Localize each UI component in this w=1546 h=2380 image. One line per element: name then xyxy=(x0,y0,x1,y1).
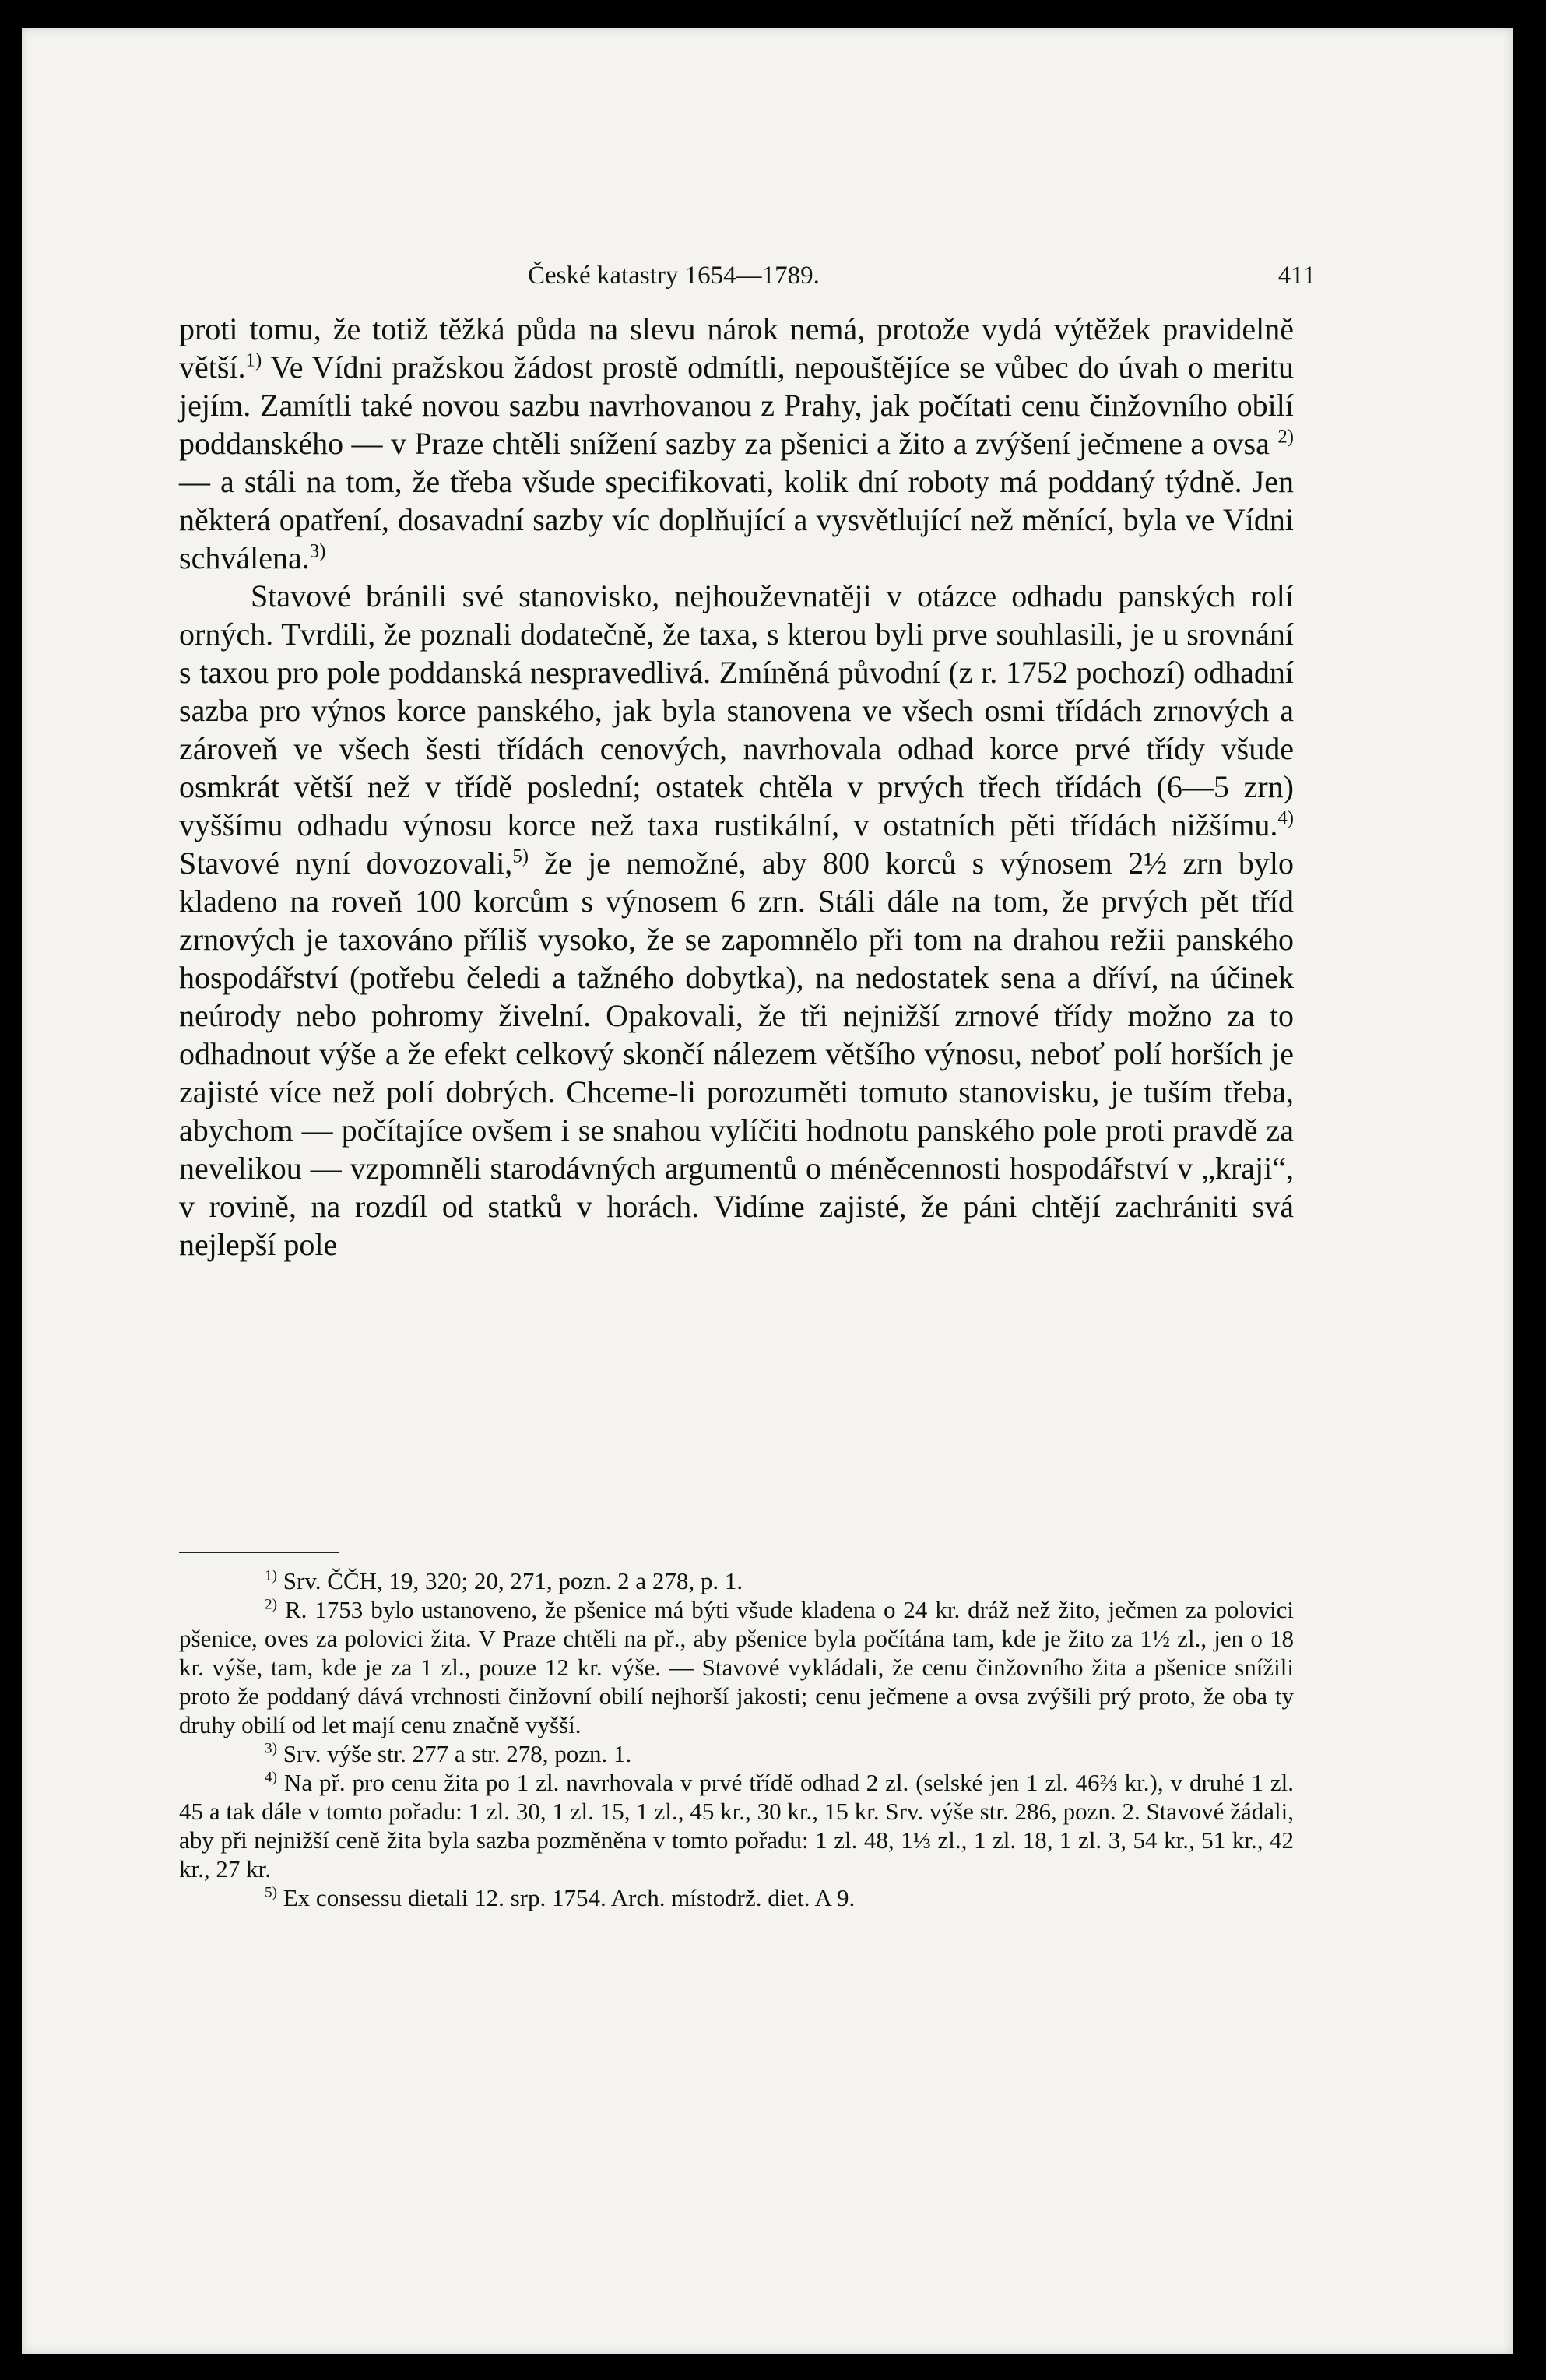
footnote-marker-1: 1) xyxy=(265,1567,277,1584)
footnote-5 xyxy=(179,1883,1294,1912)
footnote-3 xyxy=(179,1739,1294,1768)
footnote-ref-3: 3) xyxy=(309,540,326,562)
paragraph-2-part-a: Stavové bránili své stanovisko, nejhouževnatěji v otázce odhadu panských rolí orných. Tvrdili, že poznali dodatečně, že taxa, s kterou byli prve souhlasili, je u srovnání s taxou pro pole poddanská nespravedlivá. Zmíněná původní (z r. 1752 pochozí) odhadní sazba pro výnos korce panského, jak byla stanovena ve všech osmi třídách zrnových a zároveň ve všech šesti třídách cenových, navrhovala odhad korce prvé třídy všude osmkrát větší než v třídě poslední; ostatek chtěla v prvých třech třídách (6—5 zrn) vyššímu odhadu výnosu korce než taxa rustikální, v ostatních pěti třídách nižšímu. xyxy=(179,578,1294,842)
paragraph-1-part-b: Ve Vídni pražskou žádost prostě odmítli, nepouštějíce se vůbec do úvah o meritu jejím. Zamítli také novou sazbu navrhovanou z Prahy, jak počítati cenu činžovního obilí poddanského — v Praze chtěli snížení sazby za pšenici a žito a zvýšení ječmene a ovsa xyxy=(179,350,1294,461)
running-header xyxy=(201,262,1316,308)
footnote-ref-5: 5) xyxy=(512,845,529,867)
paragraph-1 xyxy=(179,310,1294,577)
footnote-4 xyxy=(179,1768,1294,1883)
running-title: České katastry 1654—1789. xyxy=(528,262,820,290)
footnote-marker-3: 3) xyxy=(265,1740,277,1757)
paragraph-2-part-c: že je nemožné, aby 800 korců s výnosem 2½ zrn bylo kladeno na roveň 100 korcům s výnosem 6 zrn. Stáli dále na tom, že prvých pět tříd zrnových je taxováno příliš vysoko, že se zapomnělo při tom na drahou režii panského hospodářství (potřebu čeledi a tažného dobytka), na nedostatek sena a dříví, na účinek neúrody nebo pohromy živelní. Opakovali, že tři nejnižší zrnové třídy možno za to odhadnout výše a že efekt celkový skončí nálezem většího výnosu, neboť polí horších je zajisté více než polí dobrých. Chceme-li porozuměti tomuto stanovisku, je tuším třeba, abychom — počítajíce ovšem i se snahou vylíčiti hodnotu panského pole proti pravdě za nevelikou — vzpomněli starodávných argumentů o méněcennosti hospodářství v „kraji“, v rovině, na rozdíl od statků v horách. Vidíme zajisté, že páni chtějí zachrániti svá nejlepší pole xyxy=(179,845,1294,1262)
paragraph-1-part-c: — a stáli na tom, že třeba všude specifikovati, kolik dní roboty má poddaný týdně. Jen některá opatření, dosavadní sazby víc doplňující a vysvětlující než měnící, byla ve Vídni schválena. xyxy=(179,464,1294,575)
footnote-marker-4: 4) xyxy=(265,1769,277,1786)
footnote-ref-1: 1) xyxy=(245,350,262,371)
footnote-ref-4: 4) xyxy=(1277,807,1294,829)
paragraph-2-part-b: Stavové nyní dovozovali, xyxy=(179,845,513,881)
footnote-5-text: Ex consessu dietali 12. srp. 1754. Arch. místodrž. diet. A 9. xyxy=(283,1884,856,1911)
footnote-divider xyxy=(179,1552,339,1553)
page-number: 411 xyxy=(1277,262,1316,290)
footnotes xyxy=(179,1566,1294,1912)
paragraph-2 xyxy=(179,577,1294,1264)
footnote-1 xyxy=(179,1566,1294,1595)
footnote-marker-5: 5) xyxy=(265,1884,277,1901)
footnote-3-text: Srv. výše str. 277 a str. 278, pozn. 1. xyxy=(283,1740,632,1767)
footnote-2-text: R. 1753 bylo ustanoveno, že pšenice má býti všude kladena o 24 kr. dráž než žito, ječmen za polovici pšenice, oves za polovici žita. V Praze chtěli na př., aby pšenice byla počítána tam, kde je žito za 1½ zl., jen o 18 kr. výše, tam, kde je za 1 zl., pouze 12 kr. výše. — Stavové vykládali, že cenu činžovního žita a pšenice snížili proto že poddaný dává vrchnosti činžovní obilí nejhorší jakosti; cenu ječmene a ovsa zvýšili prý proto, že oba ty druhy obilí od let mají cenu značně vyšší. xyxy=(179,1596,1294,1738)
footnote-ref-2: 2) xyxy=(1277,426,1294,448)
paragraph-1-part-a: proti tomu, že totiž těžká půda na slevu nárok nemá, protože vydá výtěžek pravidelně větší. xyxy=(179,311,1294,385)
footnote-1-text: Srv. ČČH, 19, 320; 20, 271, pozn. 2 a 278, p. 1. xyxy=(283,1567,743,1594)
footnote-2 xyxy=(179,1595,1294,1739)
main-text xyxy=(179,310,1294,1264)
footnote-4-text: Na př. pro cenu žita po 1 zl. navrhovala v prvé třídě odhad 2 zl. (selské jen 1 zl. 46⅔ kr.), v druhé 1 zl. 45 a tak dále v tomto pořadu: 1 zl. 30, 1 zl. 15, 1 zl., 45 kr., 30 kr., 15 kr. Srv. výše str. 286, pozn. 2. Stavové žádali, aby při nejnižší ceně žita byla sazba pozměněna v tomto pořadu: 1 zl. 48, 1⅓ zl., 1 zl. 18, 1 zl. 3, 54 kr., 51 kr., 42 kr., 27 kr. xyxy=(179,1769,1295,1883)
footnote-marker-2: 2) xyxy=(265,1596,277,1613)
